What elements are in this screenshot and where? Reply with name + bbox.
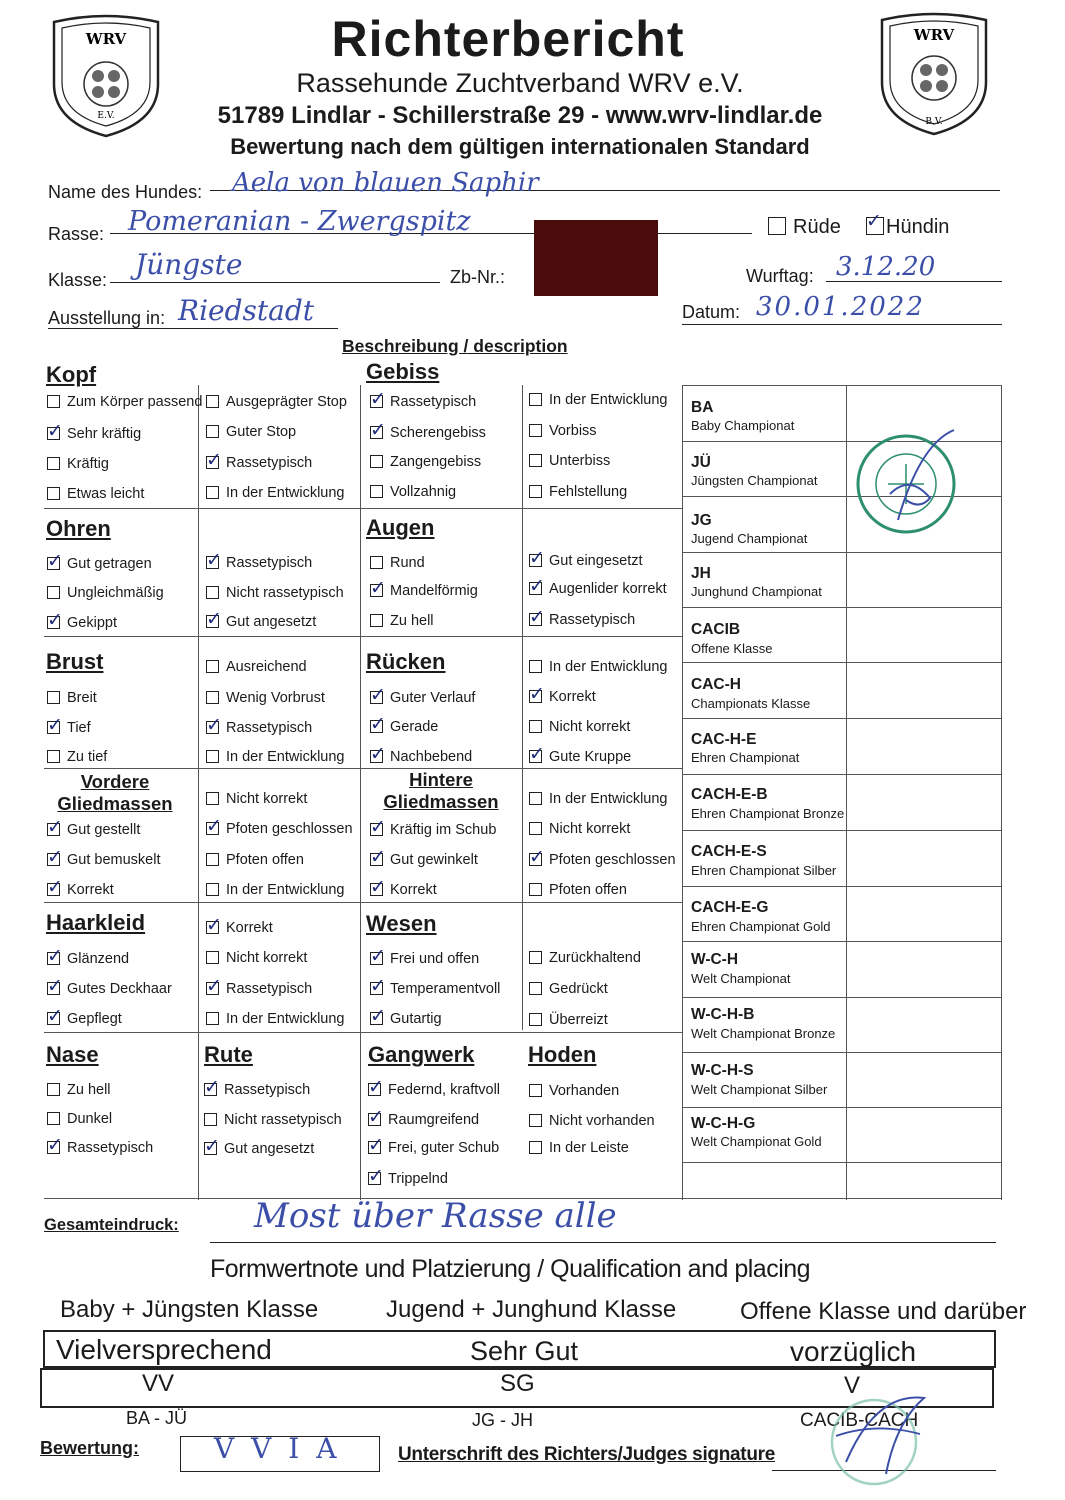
check-item[interactable]: ✓Pfoten geschlossen	[529, 852, 676, 868]
check-item[interactable]: ✓Kräftig im Schub	[370, 822, 496, 838]
section-nase: Nase	[46, 1042, 99, 1067]
check-item[interactable]: In der Entwicklung	[529, 791, 667, 807]
qual-cacib-cach: CACIB-CACH	[800, 1410, 919, 1431]
check-item[interactable]: ✓Rassetypisch	[204, 1082, 310, 1098]
section-wesen: Wesen	[366, 911, 437, 936]
rasse-label: Rasse:	[48, 224, 105, 244]
logo-right-top-text: WRV	[913, 26, 955, 44]
check-item[interactable]: Nicht korrekt	[206, 791, 307, 807]
check-item[interactable]: Kräftig	[47, 456, 109, 472]
champ-code: CAC-H-E	[691, 731, 757, 748]
check-item[interactable]: ✓Korrekt	[370, 882, 437, 898]
check-item[interactable]: Zurückhaltend	[529, 950, 641, 966]
qual-sg-long: Sehr Gut	[470, 1336, 579, 1366]
check-item[interactable]: Breit	[47, 690, 97, 706]
section-ohren: Ohren	[46, 516, 111, 541]
champ-code: CAC-H	[691, 676, 741, 693]
beschreibung-heading: Beschreibung / description	[342, 336, 568, 356]
check-item[interactable]: ✓Rassetypisch	[370, 394, 476, 410]
champ-code: W-C-H-G	[691, 1115, 756, 1132]
signature-label: Unterschrift des Richters/Judges signature	[398, 1444, 776, 1465]
champ-desc: Offene Klasse	[691, 641, 773, 656]
champ-code: BA	[691, 399, 714, 416]
check-item[interactable]: Dunkel	[47, 1111, 112, 1127]
check-item[interactable]: ✓Rassetypisch	[47, 1140, 153, 1156]
qual-v: V	[844, 1372, 861, 1399]
check-item[interactable]: Vorbiss	[529, 423, 597, 439]
champ-code: CACH-E-G	[691, 899, 769, 916]
check-item[interactable]: ✓Korrekt	[206, 920, 273, 936]
logo-right-bottom-text: B.V.	[925, 117, 943, 127]
hundin-checkbox[interactable]	[866, 217, 884, 235]
check-item[interactable]: ✓Rassetypisch	[529, 612, 635, 628]
check-item[interactable]: ✓Nachbebend	[370, 749, 472, 765]
champ-code: JG	[691, 512, 712, 529]
check-item[interactable]: ✓Gepflegt	[47, 1011, 122, 1027]
champ-desc: Championats Klasse	[691, 696, 811, 711]
champ-code: W-C-H-S	[691, 1062, 754, 1079]
check-item[interactable]: Vorhanden	[529, 1083, 619, 1099]
section-haarkleid: Haarkleid	[46, 910, 146, 935]
check-item[interactable]: ✓Gerade	[370, 719, 438, 735]
ausstellung-value[interactable]: Riedstadt	[178, 294, 315, 327]
klasse-label: Klasse:	[48, 270, 108, 290]
check-item[interactable]: ✓Raumgreifend	[368, 1112, 479, 1128]
rasse-value[interactable]: Pomeranian - Zwergspitz	[128, 206, 471, 237]
check-item[interactable]: ✓Gut gewinkelt	[370, 852, 478, 868]
check-item[interactable]: ✓Tief	[47, 720, 91, 736]
check-item[interactable]: ✓Frei und offen	[370, 951, 479, 967]
logo-left-top-text: WRV	[85, 30, 127, 48]
check-item[interactable]: ✓Gut gestellt	[47, 822, 140, 838]
gesamt-value[interactable]: Most über Rasse alle	[254, 1196, 617, 1236]
redaction-block	[534, 220, 658, 296]
check-item[interactable]: ✓Temperamentvoll	[370, 981, 500, 997]
zb-label: Zb-Nr.:	[450, 267, 506, 287]
champ-code: CACIB	[691, 621, 741, 638]
section-augen: Augen	[366, 515, 435, 540]
check-item[interactable]: In der Entwicklung	[206, 1011, 344, 1027]
champ-desc: Welt Championat Silber	[691, 1082, 828, 1097]
check-item[interactable]: Etwas leicht	[47, 486, 144, 502]
logo-left-bottom-text: E.V.	[97, 111, 115, 121]
check-item[interactable]: In der Entwicklung	[529, 392, 667, 408]
check-item[interactable]: ✓Gut getragen	[47, 556, 152, 572]
check-item[interactable]: ✓Gutartig	[370, 1011, 442, 1027]
champ-code: JÜ	[691, 454, 711, 471]
standard-note: Bewertung nach dem gültigen internationalen Standard	[230, 134, 810, 159]
check-item[interactable]: Guter Stop	[206, 424, 296, 440]
check-item[interactable]: ✓Augenlider korrekt	[529, 581, 667, 597]
check-item[interactable]: ✓Gekippt	[47, 615, 117, 631]
section-ruecken: Rücken	[366, 649, 446, 674]
bewertung-label: Bewertung:	[40, 1438, 139, 1458]
check-item[interactable]: In der Entwicklung	[206, 485, 344, 501]
check-item[interactable]: Vollzahnig	[370, 484, 456, 500]
check-item[interactable]: In der Leiste	[529, 1140, 629, 1156]
champ-desc: Welt Championat Gold	[691, 1134, 822, 1149]
club-stamp-icon	[850, 424, 970, 542]
check-item[interactable]: Nicht korrekt	[529, 821, 630, 837]
check-item[interactable]: Zum Körper passend	[47, 394, 202, 410]
champ-code: CACH-E-S	[691, 843, 767, 860]
rude-option[interactable]: Rüde	[768, 216, 841, 239]
check-item[interactable]: Fehlstellung	[529, 484, 627, 500]
champ-desc: Jugend Championat	[691, 531, 808, 546]
champ-desc: Welt Championat	[691, 971, 791, 986]
check-item[interactable]: ✓Gut bemuskelt	[47, 852, 161, 868]
check-item[interactable]: ✓Mandelförmig	[370, 583, 478, 599]
check-item[interactable]: ✓Federnd, kraftvoll	[368, 1082, 500, 1098]
champ-desc: Welt Championat Bronze	[691, 1026, 836, 1041]
wurftag-value[interactable]: 3.12.20	[836, 252, 936, 282]
ausstellung-label: Ausstellung in:	[48, 308, 166, 328]
check-item[interactable]: Zu hell	[370, 613, 434, 629]
check-item[interactable]: ✓Gutes Deckhaar	[47, 981, 172, 997]
champ-desc: Ehren Championat	[691, 750, 800, 765]
check-item[interactable]: ✓Rassetypisch	[206, 981, 312, 997]
section-gangwerk: Gangwerk	[368, 1042, 475, 1067]
champ-desc: Ehren Championat Bronze	[691, 806, 845, 821]
champ-desc: Junghund Championat	[691, 584, 822, 599]
qualification-heading: Formwertnote und Platzierung / Qualification and placing	[209, 1255, 811, 1283]
section-brust: Brust	[46, 649, 104, 674]
check-item[interactable]: In der Entwicklung	[529, 659, 667, 675]
check-item[interactable]: Pfoten offen	[529, 882, 627, 898]
check-item[interactable]: ✓Rassetypisch	[206, 555, 312, 571]
check-item[interactable]: Ungleichmäßig	[47, 585, 164, 601]
check-item[interactable]: Nicht vorhanden	[529, 1113, 655, 1129]
check-item[interactable]: ✓Frei, guter Schub	[368, 1140, 499, 1156]
check-item[interactable]: In der Entwicklung	[206, 882, 344, 898]
section-vordere: Vordere Gliedmassen	[57, 771, 173, 814]
klasse-value[interactable]: Jüngste	[135, 248, 243, 281]
check-item[interactable]: Ausreichend	[206, 659, 307, 675]
datum-label: Datum:	[682, 302, 741, 322]
qual-v-long: vorzüglich	[790, 1336, 917, 1367]
check-item[interactable]: Gedrückt	[529, 981, 608, 997]
qual-sg: SG	[500, 1370, 535, 1397]
check-item[interactable]: ✓Scherengebiss	[370, 425, 486, 441]
check-item[interactable]: ✓Gut angesetzt	[204, 1141, 314, 1157]
check-item[interactable]: ✓Gute Kruppe	[529, 749, 631, 765]
qual-vv-long: Vielversprechend	[56, 1334, 272, 1365]
section-hintere: Hintere Gliedmassen	[383, 769, 499, 812]
hundin-option[interactable]: ✓ Hündin	[866, 216, 949, 239]
check-item[interactable]: Zu hell	[47, 1082, 111, 1098]
rude-checkbox[interactable]	[768, 217, 786, 235]
qual-vv: VV	[142, 1370, 175, 1397]
section-rute: Rute	[204, 1042, 253, 1067]
section-kopf: Kopf	[46, 362, 97, 387]
check-item[interactable]: Pfoten offen	[206, 852, 304, 868]
check-item[interactable]: Wenig Vorbrust	[206, 690, 325, 706]
check-item[interactable]: Nicht rassetypisch	[204, 1112, 342, 1128]
check-item[interactable]: Nicht korrekt	[206, 950, 307, 966]
name-value[interactable]: Aela von blauen Saphir	[232, 168, 539, 198]
champ-code: JH	[691, 565, 711, 582]
check-item[interactable]: ✓Pfoten geschlossen	[206, 821, 353, 837]
name-label: Name des Hundes:	[48, 182, 203, 202]
check-item[interactable]: ✓Glänzend	[47, 951, 129, 967]
check-item[interactable]: ✓Rassetypisch	[206, 720, 312, 736]
section-hoden: Hoden	[528, 1042, 597, 1067]
check-item[interactable]: ✓Gut eingesetzt	[529, 553, 643, 569]
org-name: Rassehunde Zuchtverband WRV e.V.	[296, 68, 744, 98]
check-item[interactable]: ✓Korrekt	[529, 689, 596, 705]
qual-col1-head: Baby + Jüngsten Klasse	[60, 1296, 319, 1323]
check-item[interactable]: Zangengebiss	[370, 454, 481, 470]
champ-desc: Baby Championat	[691, 418, 795, 433]
check-item[interactable]: Unterbiss	[529, 453, 610, 469]
champ-code: W-C-H	[691, 951, 739, 968]
check-item[interactable]: ✓Sehr kräftig	[47, 426, 141, 442]
champ-desc: Jüngsten Championat	[691, 473, 818, 488]
check-item[interactable]: ✓Rassetypisch	[206, 455, 312, 471]
check-item[interactable]: ✓Trippelnd	[368, 1171, 448, 1187]
qual-col2-head: Jugend + Junghund Klasse	[386, 1296, 677, 1323]
check-item[interactable]: Rund	[370, 555, 425, 571]
check-item[interactable]: Überreizt	[529, 1012, 608, 1028]
wurftag-label: Wurftag:	[746, 266, 814, 286]
bewertung-value[interactable]: V V I A	[214, 1432, 341, 1465]
qual-ba-ju: BA - JÜ	[126, 1408, 188, 1428]
datum-value[interactable]: 30.01.2022	[756, 292, 925, 322]
check-item[interactable]: Zu tief	[47, 749, 107, 765]
page-title: Richterbericht	[331, 11, 685, 67]
check-item[interactable]: Nicht korrekt	[529, 719, 630, 735]
gesamt-label: Gesamteindruck:	[44, 1216, 179, 1234]
check-item[interactable]: ✓Guter Verlauf	[370, 690, 475, 706]
org-address: 51789 Lindlar - Schillerstraße 29 - www.wrv-lindlar.de	[217, 102, 823, 129]
section-gebiss: Gebiss	[366, 359, 440, 384]
champ-desc: Ehren Championat Gold	[691, 919, 831, 934]
check-item[interactable]: ✓Gut angesetzt	[206, 614, 316, 630]
champ-code: W-C-H-B	[691, 1006, 755, 1023]
qual-col3-head: Offene Klasse und darüber	[740, 1298, 1027, 1325]
judge-signature-icon	[816, 1382, 936, 1492]
check-item[interactable]: Nicht rassetypisch	[206, 585, 344, 601]
check-item[interactable]: Ausgeprägter Stop	[206, 394, 347, 410]
check-item[interactable]: In der Entwicklung	[206, 749, 344, 765]
champ-desc: Ehren Championat Silber	[691, 863, 837, 878]
qual-jg-jh: JG - JH	[472, 1410, 533, 1430]
champ-code: CACH-E-B	[691, 786, 768, 803]
check-item[interactable]: ✓Korrekt	[47, 882, 114, 898]
